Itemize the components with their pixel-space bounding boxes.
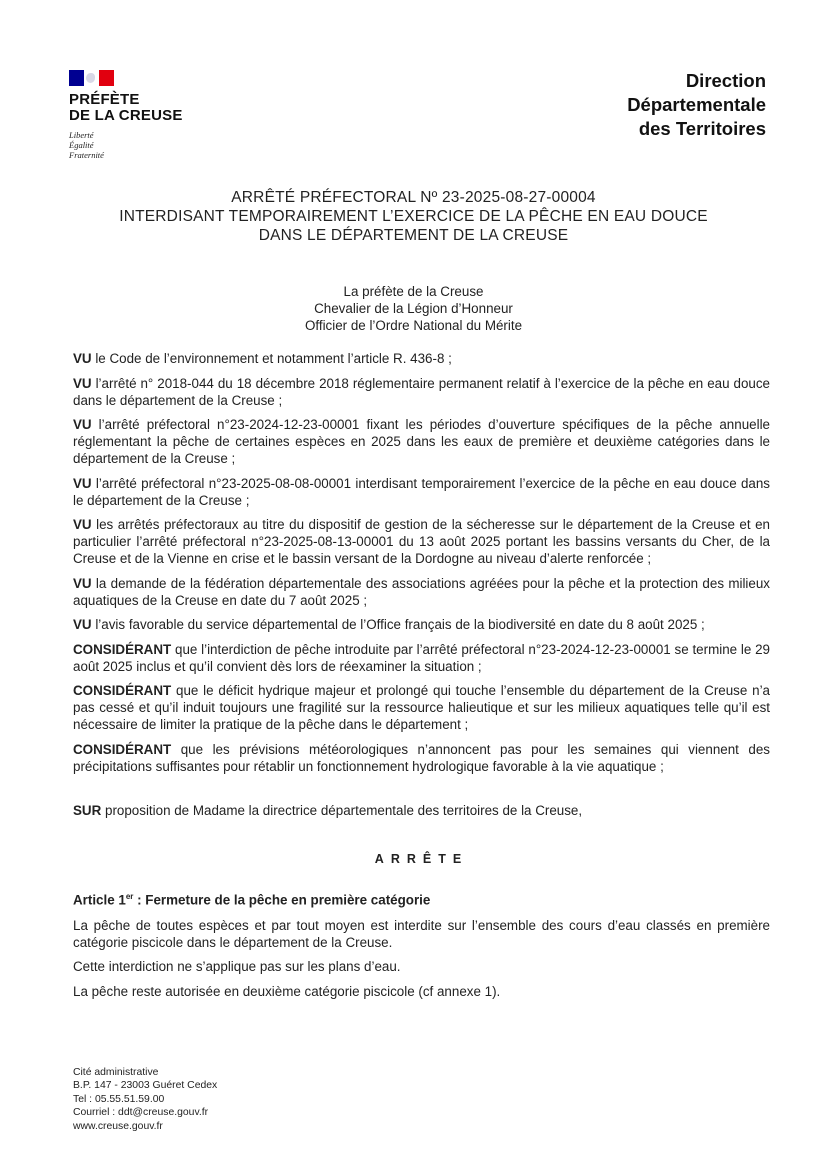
consideration-keyword: VU	[73, 375, 92, 391]
consideration-vu-3	[73, 416, 770, 467]
article-1-paragraph: Cette interdiction ne s’applique pas sur les plans d’eau.	[73, 959, 401, 975]
consideration-text: les arrêtés préfectoraux au titre du dispositif de gestion de la sécheresse sur le département de la Creuse et en particulier l’arrêté préfectoral n°23-2025-08-13-00001 du 13 août 2025 portant les bassins versants du Cher, de la Creuse et de la Vienne en crise et le bassin versant de la Dordogne au niveau d’alerte renforcée ;	[73, 517, 770, 566]
prefecture-name-line1: PRÉFÈTE	[69, 91, 140, 108]
consideration-keyword: VU	[73, 475, 92, 491]
consideration-keyword: CONSIDÉRANT	[73, 741, 172, 757]
consideration-considerant-2	[73, 682, 770, 733]
motto-egalite: Égalité	[69, 140, 94, 150]
article-1-ordinal: er	[125, 891, 134, 901]
consideration-text: l’arrêté n° 2018-044 du 18 décembre 2018 réglementaire permanent relatif à l’exercice de la pêche en eau douce dans le département de la Creuse ;	[73, 375, 770, 408]
footer-postal-address: B.P. 147 - 23003 Guéret Cedex	[73, 1080, 218, 1092]
proposal-clause	[73, 802, 770, 819]
motto-fraternite: Fraternité	[69, 150, 104, 160]
proposal-keyword: SUR	[73, 802, 102, 818]
motto-liberte: Liberté	[69, 130, 94, 140]
article-1-title	[73, 888, 770, 908]
article-1-number: Article 1	[73, 891, 126, 907]
consideration-keyword: VU	[73, 617, 92, 632]
direction-line1: Direction	[685, 70, 766, 91]
signing-authority	[0, 283, 827, 334]
decree-heading: ARRÊTE	[374, 851, 469, 866]
consideration-considerant-3	[73, 741, 770, 775]
issuing-direction	[627, 69, 766, 141]
consideration-keyword: VU	[73, 351, 92, 366]
consideration-text: le Code de l’environnement et notamment l’article R. 436-8 ;	[91, 351, 452, 366]
footer-phone: Tel : 05.55.51.59.00	[73, 1093, 165, 1105]
authority-line3: Officier de l’Ordre National du Mérite	[304, 318, 523, 333]
contact-footer	[73, 1066, 217, 1133]
footer-address-name: Cité administrative	[73, 1067, 159, 1078]
footer-email-link[interactable]: Courriel : ddt@creuse.gouv.fr	[73, 1107, 209, 1119]
consideration-text: l’avis favorable du service départemental de l’Office français de la biodiversité en date du 8 août 2025 ;	[91, 617, 705, 632]
decree-title	[0, 188, 827, 245]
consideration-vu-5	[73, 516, 770, 567]
consideration-vu-6	[73, 575, 770, 609]
consideration-keyword: VU	[73, 417, 92, 432]
footer-website-link[interactable]: www.creuse.gouv.fr	[73, 1120, 163, 1132]
consideration-text: la demande de la fédération départementale des associations agréées pour la pêche et la protection des milieux aquatiques de la Creuse en date du 7 août 2025 ;	[73, 575, 770, 608]
consideration-keyword: VU	[73, 575, 92, 591]
consideration-keyword: VU	[73, 517, 92, 532]
prefecture-logo	[69, 70, 199, 160]
consideration-text: que le déficit hydrique majeur et prolongé qui touche l’ensemble du département de la Creuse n’a pas cessé et qu’il induit toujours une fragilité sur la ressource halieutique et sur les milieux aquatiques telle qu’il est nécessaire de limiter la pratique de la pêche dans le département ;	[73, 683, 770, 732]
direction-line2: Départementale	[627, 94, 766, 115]
consideration-considerant-1	[73, 641, 770, 675]
decree-subject-line1: INTERDISANT TEMPORAIREMENT L’EXERCICE DE LA PÊCHE EN EAU DOUCE	[119, 208, 708, 225]
consideration-text: que les prévisions météorologiques n’annoncent pas pour les semaines qui viennent des précipitations suffisantes pour rétablir un fonctionnement hydrologique favorable à la vie aquatique ;	[73, 741, 770, 774]
article-1-heading: : Fermeture de la pêche en première catégorie	[133, 891, 431, 907]
consideration-text: l’arrêté préfectoral n°23-2024-12-23-00001 fixant les périodes d’ouverture spécifiques de la pêche annuelle réglementant la pêche de certaines espèces en 2025 dans les eaux de première et deuxième catégories dans le département de la Creuse ;	[73, 417, 770, 466]
consideration-vu-1	[73, 350, 770, 367]
consideration-text: que l’interdiction de pêche introduite par l’arrêté préfectoral n°23-2024-12-23-00001 se termine le 29 août 2025 inclus et qu’il convient dès lors de réexaminer la situation ;	[73, 641, 770, 674]
consideration-vu-7	[73, 616, 770, 633]
consideration-keyword: CONSIDÉRANT	[73, 641, 172, 657]
consideration-vu-4	[73, 475, 770, 509]
consideration-text: l’arrêté préfectoral n°23-2025-08-08-00001 interdisant temporairement l’exercice de la pêche en eau douce dans le département de la Creuse ;	[73, 475, 770, 508]
direction-line3: des Territoires	[638, 118, 766, 139]
authority-line1: La préfète de la Creuse	[343, 284, 484, 299]
consideration-vu-2	[73, 375, 770, 409]
prefecture-name-line2: DE LA CREUSE	[69, 107, 183, 124]
authority-line2: Chevalier de la Légion d’Honneur	[314, 301, 513, 316]
consideration-keyword: CONSIDÉRANT	[73, 683, 172, 698]
decree-body	[73, 350, 770, 1007]
article-1-paragraph: La pêche de toutes espèces et par tout moyen est interdite sur l’ensemble des cours d’eau classés en première catégorie piscicole dans le département de la Creuse.	[73, 917, 770, 950]
proposal-text: proposition de Madame la directrice départementale des territoires de la Creuse,	[101, 802, 583, 818]
decree-number: ARRÊTÉ PRÉFECTORAL Nº 23-2025-08-27-00004	[231, 189, 596, 206]
decree-subject-line2: DANS LE DÉPARTEMENT DE LA CREUSE	[258, 227, 569, 244]
article-1-paragraph: La pêche reste autorisée en deuxième catégorie piscicole (cf annexe 1).	[73, 983, 501, 999]
republic-motto	[69, 130, 199, 160]
marianne-flag-icon	[69, 70, 114, 86]
